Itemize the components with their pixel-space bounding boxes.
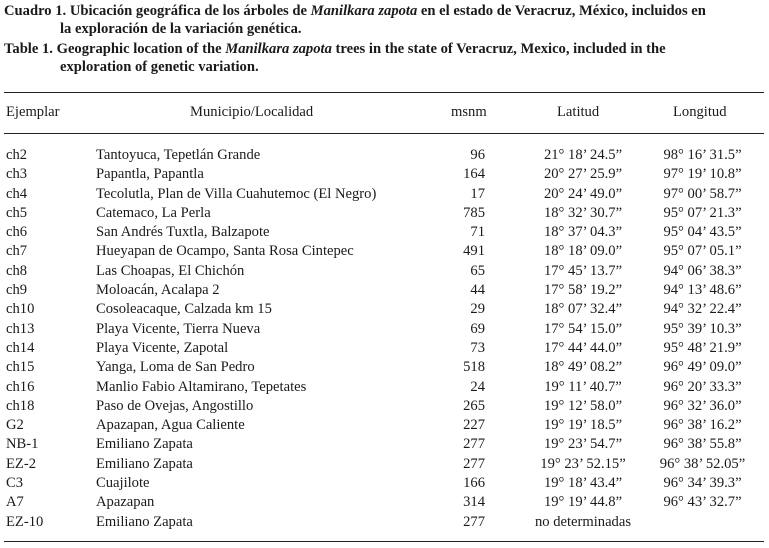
cell-msnm: 96 (470, 147, 485, 163)
table-top-rule (4, 92, 764, 93)
cell-msnm: 164 (463, 166, 485, 183)
cell-ejemplar: ch5 (6, 204, 28, 221)
cell-longitud: 96° 32’ 36.0” (663, 397, 742, 414)
caption-es-text-a: Ubicación geográfica de los árboles de (69, 3, 307, 19)
cell-longitud: 94° 13’ 48.6” (663, 282, 742, 299)
table-row (0, 243, 769, 262)
cell-msnm: 314 (463, 494, 485, 511)
table-row (0, 514, 769, 533)
table-header-rule (4, 133, 764, 134)
cell-localidad: Playa Vicente, Zapotal (96, 339, 229, 356)
cell-msnm: 227 (463, 417, 485, 434)
cell-ejemplar: EZ-10 (6, 513, 44, 530)
header-msnm: msnm (451, 104, 487, 120)
cell-msnm: 277 (463, 455, 485, 472)
cell-localidad: Tantoyuca, Tepetlán Grande (96, 147, 261, 163)
cell-longitud: 95° 04’ 43.5” (663, 224, 742, 241)
cell-localidad: Hueyapan de Ocampo, Santa Rosa Cintepec (96, 243, 354, 260)
caption-en-species: Manilkara zapota (225, 41, 332, 57)
cell-ejemplar: NB-1 (6, 436, 39, 453)
cell-ejemplar: ch18 (6, 397, 35, 414)
cell-latitud: 17° 44’ 44.0” (543, 339, 623, 356)
cell-localidad: Moloacán, Acalapa 2 (96, 282, 220, 299)
cell-msnm: 24 (470, 378, 485, 395)
table-row (0, 359, 769, 378)
table-row (0, 147, 769, 166)
cell-msnm: 73 (470, 339, 485, 356)
cell-longitud: 94° 32’ 22.4” (663, 301, 742, 318)
cell-ejemplar: A7 (6, 494, 24, 511)
cell-latitud: 18° 18’ 09.0” (543, 243, 623, 260)
cell-msnm: 44 (470, 282, 485, 299)
cell-msnm: 491 (463, 243, 485, 260)
cell-latitud: 19° 18’ 43.4” (543, 475, 623, 492)
cell-ejemplar: ch2 (6, 147, 28, 163)
cell-ejemplar: ch6 (6, 224, 28, 241)
cell-latitud: 19° 11’ 40.7” (544, 378, 622, 395)
cell-msnm: 65 (470, 262, 485, 279)
table-bottom-rule (4, 541, 764, 542)
cell-latitud: 18° 37’ 04.3” (543, 224, 623, 241)
cell-localidad: San Andrés Tuxtla, Balzapote (96, 224, 270, 241)
cell-localidad: Tecolutla, Plan de Villa Cuahutemoc (El Negro) (96, 185, 377, 202)
caption-es-text-b: en el estado de Veracruz, México, incluidos en (420, 3, 706, 19)
cell-msnm: 277 (463, 513, 485, 530)
cell-ejemplar: ch4 (6, 185, 28, 202)
cell-ejemplar: ch14 (6, 339, 35, 356)
table-row (0, 379, 769, 398)
header-longitud: Longitud (673, 104, 727, 120)
cell-localidad: Yanga, Loma de San Pedro (96, 359, 255, 376)
cell-longitud: 97° 19’ 10.8” (663, 166, 742, 183)
table-row (0, 456, 769, 475)
caption-en-label: Table 1. (4, 41, 53, 57)
caption-en-text-b: trees in the state of Veracruz, Mexico, included in the (335, 41, 666, 57)
cell-ejemplar: EZ-2 (6, 455, 36, 472)
cell-latitud: 19° 19’ 44.8” (543, 494, 623, 511)
cell-msnm: 785 (463, 204, 485, 221)
caption-english (4, 40, 766, 76)
table-row (0, 301, 769, 320)
caption-es-label: Cuadro 1. (4, 3, 67, 19)
cell-longitud: 94° 06’ 38.3” (663, 262, 742, 279)
cell-latitud: 18° 32’ 30.7” (543, 204, 623, 221)
cell-ejemplar: ch13 (6, 320, 35, 337)
cell-longitud: 97° 00’ 58.7” (663, 185, 742, 202)
cell-longitud: 95° 07’ 05.1” (663, 243, 742, 260)
cell-msnm: 277 (463, 436, 485, 453)
cell-longitud: 98° 16’ 31.5” (663, 147, 742, 163)
table-row (0, 494, 769, 513)
cell-localidad: Manlio Fabio Altamirano, Tepetates (96, 378, 307, 395)
table-row (0, 205, 769, 224)
cell-ejemplar: ch9 (6, 282, 28, 299)
cell-msnm: 166 (463, 475, 485, 492)
cell-ejemplar: ch16 (6, 378, 35, 395)
table-row (0, 263, 769, 282)
cell-localidad: Apazapan (96, 494, 155, 511)
caption-es-species: Manilkara zapota (310, 3, 418, 19)
cell-localidad: Paso de Ovejas, Angostillo (96, 397, 254, 414)
cell-latitud: 19° 12’ 58.0” (543, 397, 623, 414)
cell-longitud: 96° 43’ 32.7” (663, 494, 742, 511)
caption-es-line2: la exploración de la variación genética. (60, 21, 302, 37)
cell-longitud: 96° 20’ 33.3” (663, 378, 742, 395)
cell-localidad: Emiliano Zapata (96, 455, 193, 472)
header-ejemplar: Ejemplar (6, 104, 60, 120)
cell-latitud: 19° 23’ 54.7” (543, 436, 623, 453)
table-row (0, 224, 769, 243)
cell-longitud: 96° 38’ 16.2” (663, 417, 742, 434)
cell-ejemplar: G2 (6, 417, 24, 434)
table-row (0, 186, 769, 205)
table-row (0, 282, 769, 301)
cell-localidad: Cosoleacaque, Calzada km 15 (96, 301, 272, 318)
cell-latitud: 17° 54’ 15.0” (543, 320, 623, 337)
header-municipio: Municipio/Localidad (190, 104, 314, 120)
cell-ejemplar: ch8 (6, 262, 28, 279)
table-row (0, 321, 769, 340)
table-row (0, 475, 769, 494)
cell-coordenadas-no-determinadas: no determinadas (534, 513, 632, 530)
caption-en-text-a: Geographic location of the (56, 41, 222, 57)
cell-localidad: Emiliano Zapata (96, 436, 193, 453)
cell-ejemplar: ch7 (6, 243, 28, 260)
cell-longitud: 95° 48’ 21.9” (663, 339, 742, 356)
table-row (0, 166, 769, 185)
cell-ejemplar: C3 (6, 475, 24, 492)
cell-localidad: Apazapan, Agua Caliente (96, 417, 245, 434)
cell-latitud: 19° 19’ 18.5” (543, 417, 623, 434)
cell-latitud: 18° 07’ 32.4” (543, 301, 623, 318)
cell-msnm: 518 (463, 359, 485, 376)
cell-latitud: 18° 49’ 08.2” (543, 359, 623, 376)
table-row (0, 436, 769, 455)
caption-spanish (4, 2, 766, 38)
cell-latitud: 20° 27’ 25.9” (543, 166, 623, 183)
cell-localidad: Emiliano Zapata (96, 513, 193, 530)
cell-latitud: 21° 18’ 24.5” (543, 147, 623, 163)
cell-localidad: Papantla, Papantla (96, 166, 204, 183)
cell-ejemplar: ch10 (6, 301, 35, 318)
cell-ejemplar: ch3 (6, 166, 28, 183)
cell-msnm: 29 (470, 301, 485, 318)
cell-longitud: 95° 39’ 10.3” (663, 320, 742, 337)
table-row (0, 417, 769, 436)
cell-localidad: Playa Vicente, Tierra Nueva (96, 320, 261, 337)
cell-localidad: Cuajilote (96, 475, 150, 492)
table-row (0, 340, 769, 359)
cell-msnm: 17 (470, 185, 485, 202)
cell-latitud: 19° 23’ 52.15” (540, 455, 626, 472)
cell-latitud: 17° 58’ 19.2” (543, 282, 623, 299)
cell-longitud: 96° 38’ 55.8” (663, 436, 742, 453)
cell-localidad: Catemaco, La Perla (96, 204, 211, 221)
table-body (0, 147, 769, 533)
cell-ejemplar: ch15 (6, 359, 35, 376)
cell-longitud: 96° 49’ 09.0” (663, 359, 742, 376)
header-latitud: Latitud (557, 104, 600, 120)
table-row (0, 398, 769, 417)
cell-msnm: 265 (463, 397, 485, 414)
cell-msnm: 71 (470, 224, 485, 241)
cell-longitud: 96° 38’ 52.05” (659, 455, 746, 472)
caption-en-line2: exploration of genetic variation. (60, 59, 259, 75)
cell-msnm: 69 (470, 320, 485, 337)
cell-longitud: 95° 07’ 21.3” (663, 204, 742, 221)
cell-latitud: 17° 45’ 13.7” (543, 262, 623, 279)
cell-localidad: Las Choapas, El Chichón (96, 262, 245, 279)
cell-latitud: 20° 24’ 49.0” (543, 185, 623, 202)
cell-longitud: 96° 34’ 39.3” (663, 475, 742, 492)
